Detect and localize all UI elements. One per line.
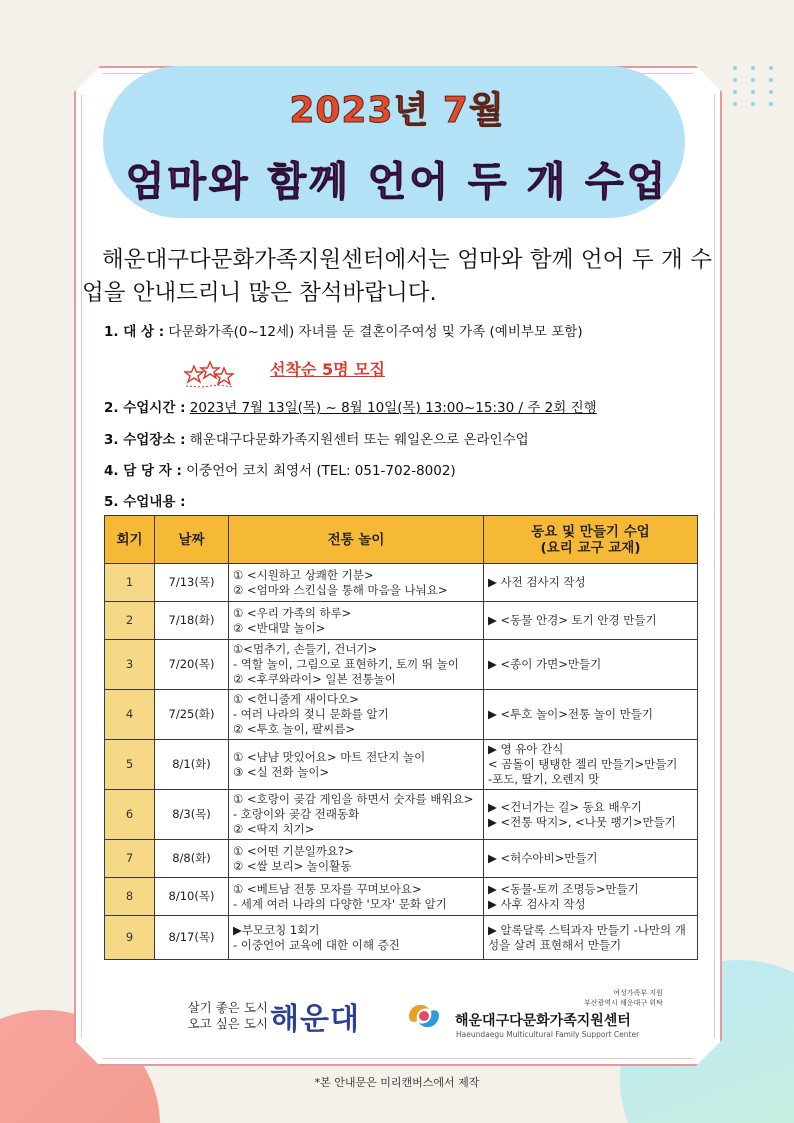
- date-cell: 7/20(목): [155, 640, 229, 690]
- round-cell: 2: [105, 602, 155, 640]
- header-traditional-play: 전통 놀이: [229, 516, 484, 564]
- date-cell: 7/18(화): [155, 602, 229, 640]
- play-cell: ① <시원하고 상쾌한 기분> ② <엄마와 스킨십을 통해 마음을 나눠요>: [229, 564, 484, 602]
- info-target-value: 다문화가족(0~12세) 자녀를 둔 결혼이주여성 및 가족 (예비부모 포함): [168, 324, 583, 340]
- round-cell: 5: [105, 740, 155, 790]
- song-cell: ▶ <투호 놀이>전통 놀이 만들기: [484, 690, 698, 740]
- stars-icon: [184, 354, 236, 388]
- header-date: 날짜: [155, 516, 229, 564]
- info-staff: [104, 459, 456, 479]
- header-song-craft: 동요 및 만들기 수업 (요리 교구 교재): [484, 516, 698, 564]
- song-cell: ▶ 영 유아 간식 < 곰돌이 탱탱한 젤리 만들기>만들기 -포도, 딸기, 오렌지 맛: [484, 740, 698, 790]
- title-main: 엄마와 함께 언어 두 개 수업: [125, 159, 669, 205]
- title-year-month: 2023년 7월: [289, 90, 505, 131]
- song-cell: ▶ 사전 검사지 작성: [484, 564, 698, 602]
- center-sub-text: [584, 988, 663, 1008]
- schedule-table: [104, 515, 698, 960]
- table-row: [105, 916, 698, 960]
- intro-text: 해운대구다문화가족지원센터에서는 엄마와 함께 언어 두 개 수업을 안내드리니 많은 참석바랍니다.: [82, 247, 712, 306]
- center-name-english: Haeundaegu Multicultural Family Support Center: [456, 1030, 640, 1039]
- round-cell: 4: [105, 690, 155, 740]
- recruit-notice: 선착순 5명 모집: [270, 360, 386, 379]
- round-cell: 1: [105, 564, 155, 602]
- round-cell: 7: [105, 840, 155, 878]
- table-row: [105, 790, 698, 840]
- slogan-line-2: 오고 싶은 도시: [187, 1016, 268, 1031]
- info-target: [104, 320, 583, 340]
- info-staff-value: 이중언어 코치 최영서 (TEL: 051-702-8002): [186, 463, 456, 479]
- center-logo-icon: [403, 995, 445, 1037]
- date-cell: 8/1(화): [155, 740, 229, 790]
- date-cell: 7/25(화): [155, 690, 229, 740]
- center-name: 해운대구다문화가족지원센터: [455, 1013, 631, 1029]
- table-row: [105, 840, 698, 878]
- info-place: [104, 428, 529, 448]
- info-target-label: 1. 대 상 :: [104, 324, 165, 340]
- center-sub-line-1: 여성가족부 지원: [613, 989, 663, 997]
- slogan-line-1: 살기 좋은 도시: [187, 1000, 268, 1015]
- play-cell: ① <헌니줄게 새이다오> - 여러 나라의 젖니 문화를 알기 ② <투호 놀이, 팔씨름>: [229, 690, 484, 740]
- song-cell: ▶ <건너가는 길> 동요 배우기 ▶ <전통 딱지>, <나뭇 팽기>만들기: [484, 790, 698, 840]
- info-content-label: 5. 수업내용 :: [104, 494, 186, 510]
- round-cell: 3: [105, 640, 155, 690]
- info-time-value: 2023년 7월 13일(목) ~ 8월 10일(목) 13:00~15:30 / 주 2회 진행: [189, 400, 597, 416]
- table-row: [105, 690, 698, 740]
- info-content: [104, 490, 185, 510]
- play-cell: ① <베트남 전통 모자를 꾸며보아요> - 세계 여러 나라의 다양한 '모자' 문화 알기: [229, 878, 484, 916]
- table-row: [105, 640, 698, 690]
- song-cell: ▶ <동물-토끼 조명등>만들기 ▶ 사후 검사지 작성: [484, 878, 698, 916]
- play-cell: ▶부모코칭 1회기 - 이중언어 교육에 대한 이해 증진: [229, 916, 484, 960]
- round-cell: 6: [105, 790, 155, 840]
- info-place-value: 해운대구다문화가족지원센터 또는 웨일온으로 온라인수업: [189, 432, 529, 448]
- round-cell: 8: [105, 878, 155, 916]
- table-row: [105, 602, 698, 640]
- play-cell: ① <우리 가족의 하루> ② <반대말 놀이>: [229, 602, 484, 640]
- song-cell: ▶ <종이 가면>만들기: [484, 640, 698, 690]
- date-cell: 8/17(목): [155, 916, 229, 960]
- song-cell: ▶ <허수아비>만들기: [484, 840, 698, 878]
- play-cell: ① <호랑이 곶감 게임을 하면서 숫자를 배워요> - 호랑이와 곶감 전래동화 ② <딱지 치기>: [229, 790, 484, 840]
- table-header-row: [105, 516, 698, 564]
- table-row: [105, 740, 698, 790]
- center-sub-line-2: 부산광역시 해운대구 위탁: [584, 999, 663, 1007]
- city-slogan: [158, 1000, 268, 1032]
- table-row: [105, 564, 698, 602]
- date-cell: 8/3(목): [155, 790, 229, 840]
- credit-note: *본 안내문은 미리캔버스에서 제작: [314, 1076, 480, 1089]
- info-time-label: 2. 수업시간 :: [104, 400, 186, 416]
- play-cell: ① <어떤 기분일까요?> ② <쌀 보리> 놀이활동: [229, 840, 484, 878]
- info-staff-label: 4. 담 당 자 :: [104, 463, 182, 479]
- play-cell: ①<멈추기, 손들기, 건너기> - 역할 놀이, 그림으로 표현하기, 토끼 뛰 놀이 ② <후쿠와라이> 일본 전통놀이: [229, 640, 484, 690]
- info-time: [104, 396, 597, 416]
- table-row: [105, 878, 698, 916]
- round-cell: 9: [105, 916, 155, 960]
- song-cell: ▶ 알록달록 스틱과자 만들기 -나만의 개성을 살려 표현해서 만들기: [484, 916, 698, 960]
- date-cell: 8/8(화): [155, 840, 229, 878]
- header-round: 회기: [105, 516, 155, 564]
- city-logo: 해운대: [270, 1002, 360, 1037]
- play-cell: ① <냠냠 맛있어요> 마트 전단지 놀이 ③ <실 전화 놀이>: [229, 740, 484, 790]
- song-cell: ▶ <동물 안경> 토기 안경 만들기: [484, 602, 698, 640]
- date-cell: 7/13(목): [155, 564, 229, 602]
- info-place-label: 3. 수업장소 :: [104, 432, 186, 448]
- date-cell: 8/10(목): [155, 878, 229, 916]
